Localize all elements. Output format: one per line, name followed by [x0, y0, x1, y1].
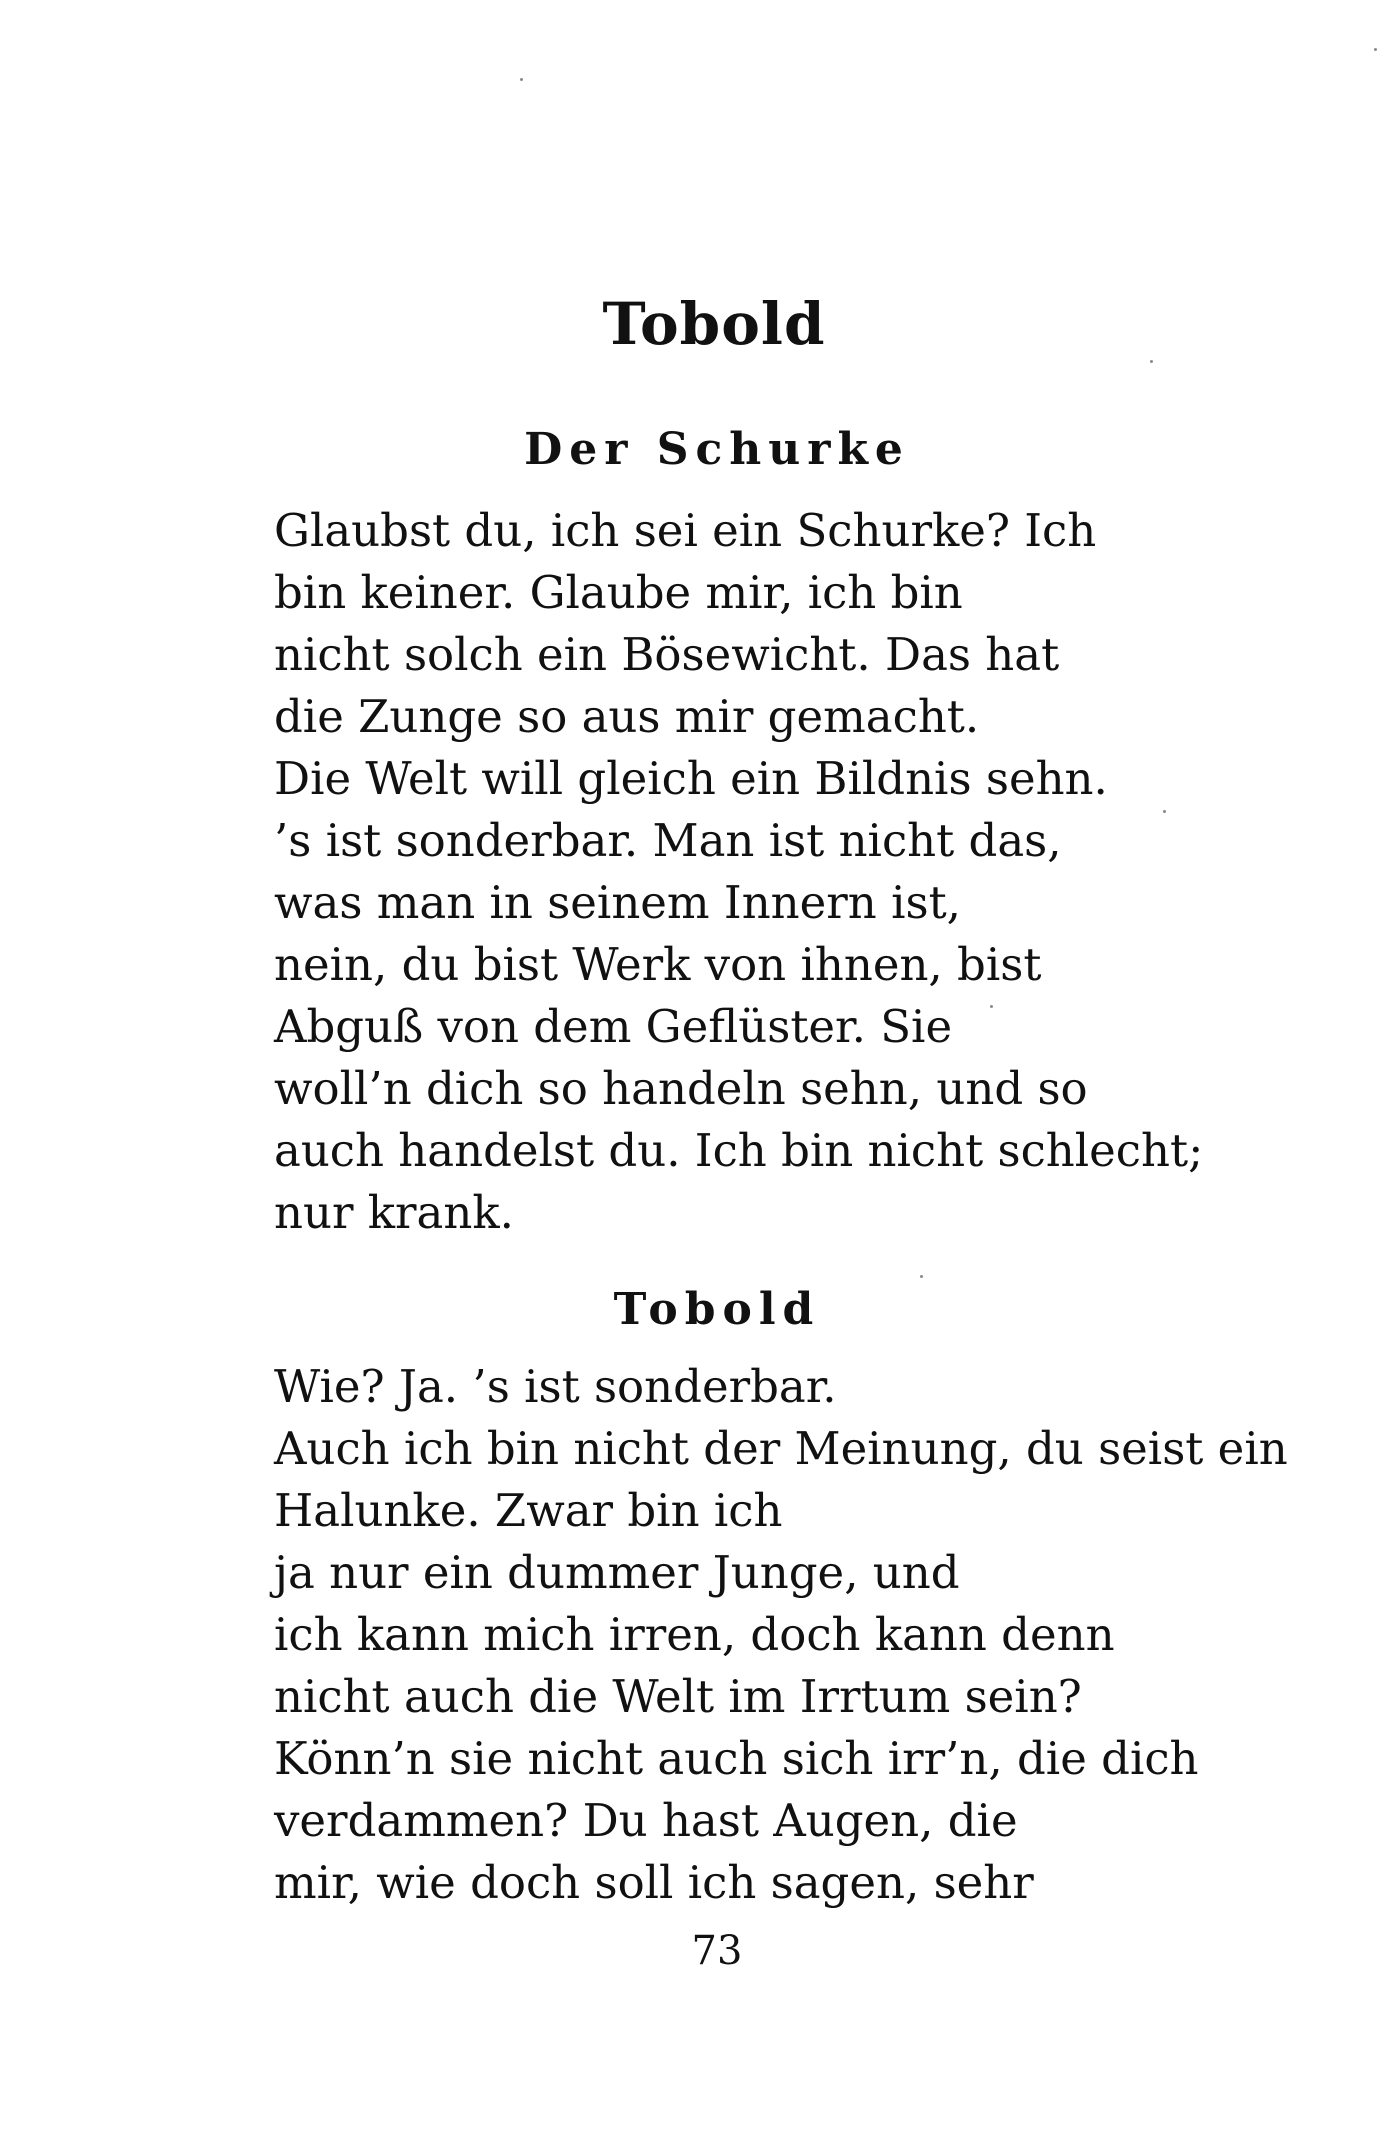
poem-title: Tobold: [602, 290, 826, 358]
verse-line: Wie? Ja. ’s ist sonderbar.: [274, 1360, 837, 1413]
verse-line: ich kann mich irren, doch kann denn: [274, 1608, 1115, 1661]
verse-line: auch handelst du. Ich bin nicht schlecht;: [274, 1124, 1204, 1177]
verse-line: Glaubst du, ich sei ein Schurke? Ich: [274, 504, 1097, 557]
verse-line: Abguß von dem Geflüster. Sie: [274, 1000, 953, 1053]
verse-line: bin keiner. Glaube mir, ich bin: [274, 566, 963, 619]
scan-speck: [520, 78, 523, 81]
scan-speck: [920, 1275, 923, 1278]
verse-line: woll’n dich so handeln sehn, und so: [274, 1062, 1088, 1115]
verse-line: was man in seinem Innern ist,: [274, 876, 961, 929]
verse-line: ja nur ein dummer Junge, und: [274, 1546, 960, 1599]
verse-line: mir, wie doch soll ich sagen, sehr: [274, 1856, 1034, 1909]
scan-speck: [990, 1005, 993, 1008]
verse-block-schurke: [274, 500, 1203, 1244]
verse-line: Die Welt will gleich ein Bildnis sehn.: [274, 752, 1108, 805]
verse-line: ’s ist sonderbar. Man ist nicht das,: [274, 814, 1062, 867]
page-number: 73: [691, 1928, 743, 1974]
verse-line: Auch ich bin nicht der Meinung, du seist ein: [274, 1422, 1288, 1475]
scan-speck: [1163, 810, 1166, 813]
verse-line: die Zunge so aus mir gemacht.: [274, 690, 980, 743]
verse-line: Halunke. Zwar bin ich: [274, 1484, 783, 1537]
verse-block-tobold: [274, 1356, 1288, 1914]
speaker-heading-tobold: Tobold: [613, 1284, 821, 1335]
scan-speck: [1374, 48, 1377, 51]
verse-line: nur krank.: [274, 1186, 514, 1239]
verse-line: Könn’n sie nicht auch sich irr’n, die dich: [274, 1732, 1199, 1785]
verse-line: nicht auch die Welt im Irrtum sein?: [274, 1670, 1082, 1723]
verse-line: verdammen? Du hast Augen, die: [274, 1794, 1018, 1847]
verse-line: nicht solch ein Bösewicht. Das hat: [274, 628, 1060, 681]
speaker-heading-schurke: Der Schurke: [524, 424, 910, 475]
scan-speck: [1150, 360, 1153, 363]
verse-line: nein, du bist Werk von ihnen, bist: [274, 938, 1042, 991]
